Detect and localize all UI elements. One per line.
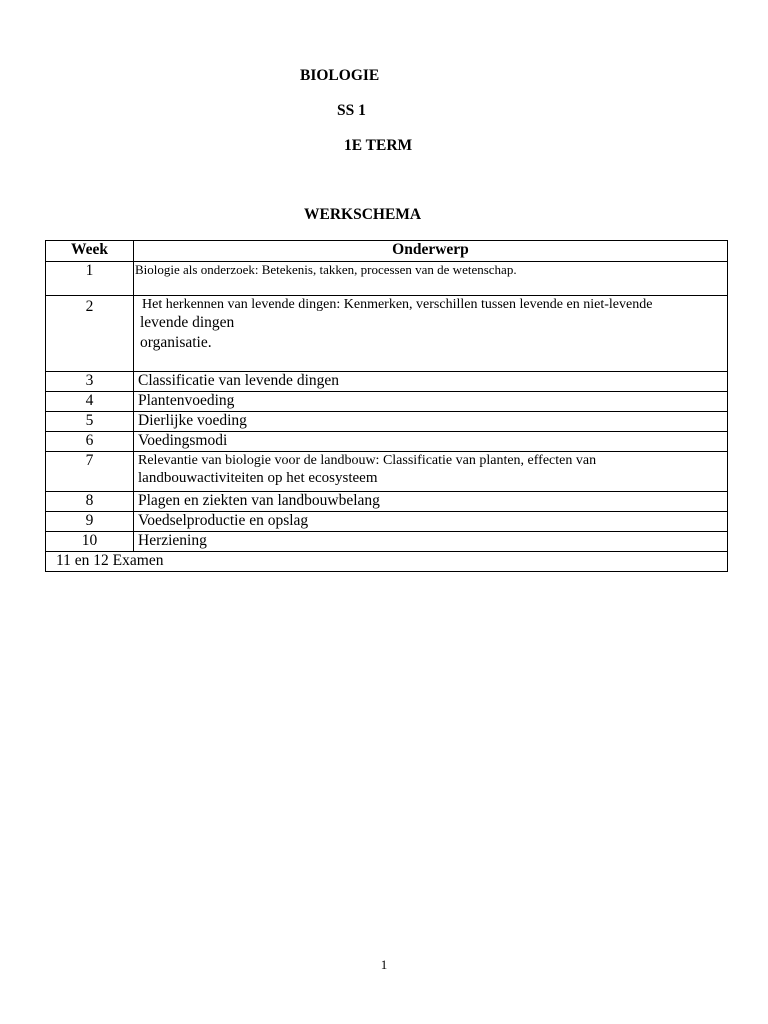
table-row	[46, 262, 728, 296]
topic-cell	[134, 392, 728, 412]
week-cell: 5	[46, 412, 134, 432]
topic-cell	[134, 452, 728, 492]
topic-cell	[134, 512, 728, 532]
table-row	[46, 552, 728, 572]
week-cell: 10	[46, 532, 134, 552]
week-cell: 3	[46, 372, 134, 392]
exam-weeks-cell: 11 en 12 Examen	[46, 552, 728, 572]
table-row	[46, 372, 728, 392]
topic-line: Voedselproductie en opslag	[138, 512, 309, 529]
topic-cell	[134, 372, 728, 392]
table-row	[46, 452, 728, 492]
topic-cell	[134, 296, 728, 372]
column-header-topic: Onderwerp	[134, 241, 728, 262]
week-cell: 9	[46, 512, 134, 532]
table-row	[46, 412, 728, 432]
week-cell: 2	[46, 296, 134, 372]
topic-cell	[134, 532, 728, 552]
topic-line: Plantenvoeding	[138, 392, 235, 409]
topic-cell	[134, 262, 728, 296]
column-header-week: Week	[46, 241, 134, 262]
topic-line: Classificatie van levende dingen	[138, 372, 340, 389]
topic-line: Dierlijke voeding	[138, 412, 247, 429]
table-row	[46, 296, 728, 372]
schedule-heading: WERKSCHEMA	[304, 206, 422, 223]
page-number: 1	[380, 957, 388, 972]
week-cell: 4	[46, 392, 134, 412]
table-row	[46, 392, 728, 412]
document-title: BIOLOGIE	[300, 67, 380, 84]
topic-line: levende dingen	[140, 314, 235, 331]
topic-line: Het herkennen van levende dingen: Kenmerken, verschillen tussen levende en niet-levende	[142, 297, 653, 312]
topic-line: Herziening	[138, 532, 207, 549]
table-header-row	[46, 241, 728, 262]
topic-line: Voedingsmodi	[138, 432, 228, 449]
table-row	[46, 492, 728, 512]
term-label: 1E TERM	[344, 137, 413, 154]
topic-cell	[134, 492, 728, 512]
week-cell: 1	[46, 262, 134, 296]
table-row	[46, 432, 728, 452]
topic-cell	[134, 432, 728, 452]
week-cell: 7	[46, 452, 134, 492]
table-row	[46, 532, 728, 552]
class-label: SS 1	[337, 102, 366, 119]
topic-line: Relevantie van biologie voor de landbouw: Classificatie van planten, effecten van	[138, 453, 597, 468]
week-cell: 8	[46, 492, 134, 512]
topic-line: Biologie als onderzoek: Betekenis, takken, processen van de wetenschap.	[135, 262, 517, 277]
topic-line: organisatie.	[140, 334, 212, 351]
topic-line: Plagen en ziekten van landbouwbelang	[138, 492, 380, 509]
work-schedule-table	[45, 240, 728, 572]
topic-cell	[134, 412, 728, 432]
week-cell: 6	[46, 432, 134, 452]
table-row	[46, 512, 728, 532]
topic-line: landbouwactiviteiten op het ecosysteem	[138, 470, 378, 486]
